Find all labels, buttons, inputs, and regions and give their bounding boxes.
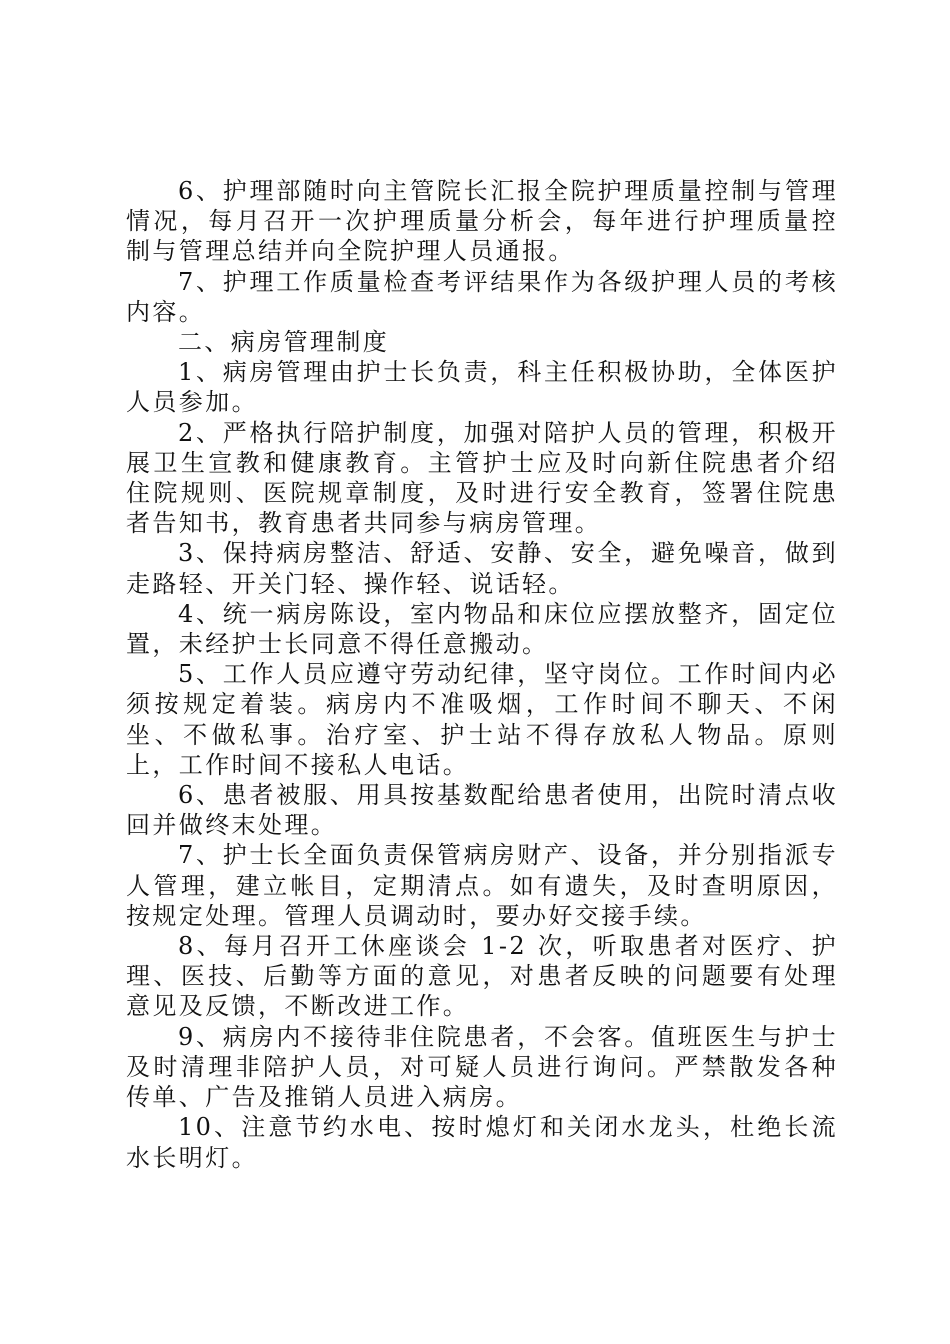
paragraph-ward-6: 6、患者被服、用具按基数配给患者使用，出院时清点收回并做终末处理。 <box>126 781 838 840</box>
paragraph-quality-6: 6、护理部随时向主管院长汇报全院护理质量控制与管理情况，每月召开一次护理质量分析会，每年进行护理质量控制与管理总结并向全院护理人员通报。 <box>126 177 838 266</box>
paragraph-ward-4: 4、统一病房陈设，室内物品和床位应摆放整齐，固定位置，未经护士长同意不得任意搬动。 <box>126 599 838 659</box>
paragraph-ward-2: 2、严格执行陪护制度，加强对陪护人员的管理，积极开展卫生宣教和健康教育。主管护士应及时向新住院患者介绍住院规则、医院规章制度，及时进行安全教育，签署住院患者告知书，教育患者共同参与病房管理。 <box>126 418 838 538</box>
paragraph-ward-9: 9、病房内不接待非住院患者，不会客。值班医生与护士及时清理非陪护人员，对可疑人员进行询问。严禁散发各种传单、广告及推销人员进入病房。 <box>126 1022 838 1112</box>
section-heading: 二、病房管理制度 <box>178 328 390 357</box>
paragraph-ward-3: 3、保持病房整洁、舒适、安静、安全，避免噪音，做到走路轻、开关门轻、操作轻、说话轻。 <box>126 539 838 598</box>
paragraph-quality-7: 7、护理工作质量检查考评结果作为各级护理人员的考核内容。 <box>126 267 838 326</box>
paragraph-ward-1: 1、病房管理由护士长负责，科主任积极协助，全体医护人员参加。 <box>126 358 838 417</box>
paragraph-ward-7: 7、护士长全面负责保管病房财产、设备，并分别指派专人管理，建立帐目，定期清点。如有遗失，及时查明原因，按规定处理。管理人员调动时，要办好交接手续。 <box>126 841 838 930</box>
paragraph-ward-5: 5、工作人员应遵守劳动纪律，坚守岗位。工作时间内必须按规定着装。病房内不准吸烟，工作时间不聊天、不闲坐、不做私事。治疗室、护士站不得存放私人物品。原则上，工作时间不接私人电话。 <box>126 660 838 779</box>
paragraph-ward-10: 10、注意节约水电、按时熄灯和关闭水龙头，杜绝长流水长明灯。 <box>126 1113 838 1172</box>
document-body <box>126 176 838 1173</box>
paragraph-ward-8: 8、每月召开工休座谈会 1-2 次，听取患者对医疗、护理、医技、后勤等方面的意见，对患者反映的问题要有处理意见及反馈，不断改进工作。 <box>126 932 838 1021</box>
